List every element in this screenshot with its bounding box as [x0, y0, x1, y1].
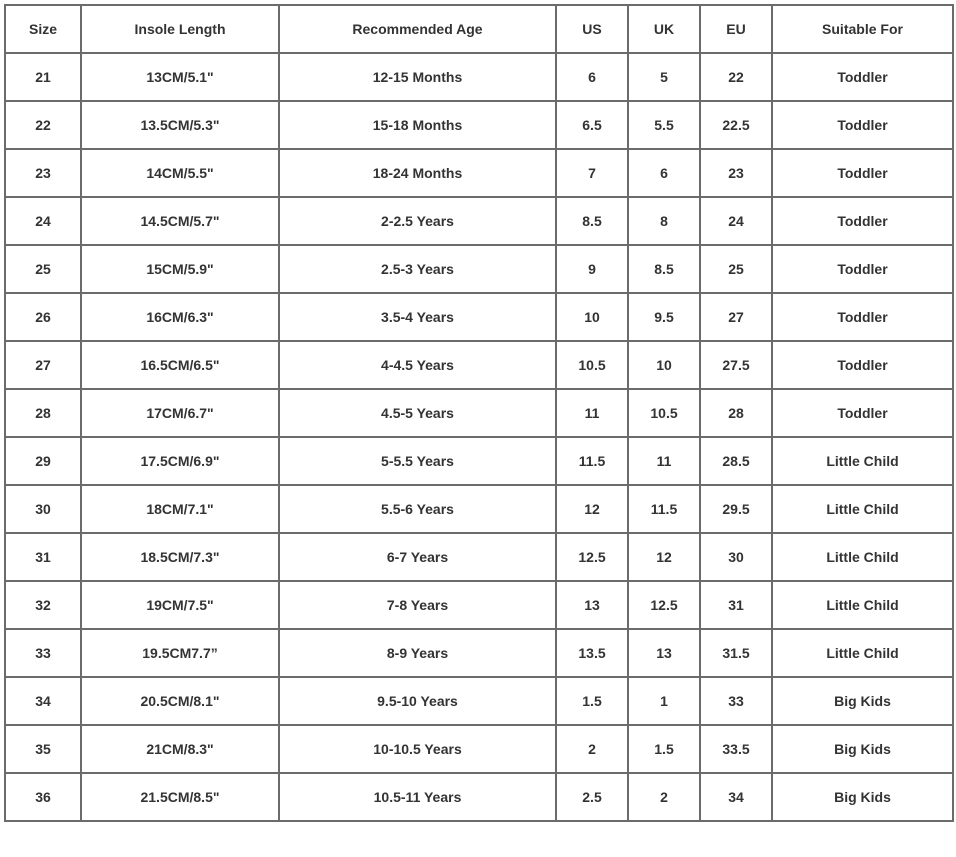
cell-uk: 12.5 — [628, 581, 700, 629]
cell-size: 23 — [5, 149, 81, 197]
cell-suitable-for: Little Child — [772, 533, 953, 581]
cell-size: 24 — [5, 197, 81, 245]
cell-suitable-for: Toddler — [772, 293, 953, 341]
cell-us: 11.5 — [556, 437, 628, 485]
cell-recommended-age: 18-24 Months — [279, 149, 556, 197]
cell-us: 10 — [556, 293, 628, 341]
table-row — [5, 245, 953, 293]
cell-us: 11 — [556, 389, 628, 437]
cell-suitable-for: Toddler — [772, 101, 953, 149]
cell-size: 28 — [5, 389, 81, 437]
cell-insole-length: 21.5CM/8.5" — [81, 773, 279, 821]
cell-insole-length: 19.5CM7.7” — [81, 629, 279, 677]
cell-uk: 10.5 — [628, 389, 700, 437]
table-row — [5, 629, 953, 677]
cell-suitable-for: Toddler — [772, 149, 953, 197]
cell-us: 10.5 — [556, 341, 628, 389]
cell-eu: 34 — [700, 773, 772, 821]
cell-suitable-for: Toddler — [772, 53, 953, 101]
cell-insole-length: 21CM/8.3" — [81, 725, 279, 773]
cell-recommended-age: 4-4.5 Years — [279, 341, 556, 389]
cell-uk: 2 — [628, 773, 700, 821]
table-row — [5, 725, 953, 773]
cell-recommended-age: 15-18 Months — [279, 101, 556, 149]
cell-size: 32 — [5, 581, 81, 629]
cell-recommended-age: 10.5-11 Years — [279, 773, 556, 821]
cell-size: 27 — [5, 341, 81, 389]
cell-size: 33 — [5, 629, 81, 677]
cell-recommended-age: 8-9 Years — [279, 629, 556, 677]
cell-recommended-age: 3.5-4 Years — [279, 293, 556, 341]
table-row — [5, 773, 953, 821]
cell-recommended-age: 7-8 Years — [279, 581, 556, 629]
cell-eu: 33 — [700, 677, 772, 725]
cell-uk: 11 — [628, 437, 700, 485]
cell-eu: 29.5 — [700, 485, 772, 533]
cell-uk: 1 — [628, 677, 700, 725]
cell-eu: 31 — [700, 581, 772, 629]
cell-suitable-for: Little Child — [772, 629, 953, 677]
cell-insole-length: 14CM/5.5" — [81, 149, 279, 197]
cell-eu: 28 — [700, 389, 772, 437]
cell-suitable-for: Toddler — [772, 389, 953, 437]
cell-recommended-age: 2-2.5 Years — [279, 197, 556, 245]
cell-uk: 8.5 — [628, 245, 700, 293]
table-row — [5, 581, 953, 629]
cell-eu: 24 — [700, 197, 772, 245]
cell-uk: 10 — [628, 341, 700, 389]
column-header-uk: UK — [628, 5, 700, 53]
column-header-eu: EU — [700, 5, 772, 53]
column-header-size: Size — [5, 5, 81, 53]
table-header — [5, 5, 953, 53]
table-row — [5, 53, 953, 101]
cell-eu: 33.5 — [700, 725, 772, 773]
cell-uk: 13 — [628, 629, 700, 677]
cell-insole-length: 13CM/5.1" — [81, 53, 279, 101]
cell-size: 36 — [5, 773, 81, 821]
cell-suitable-for: Big Kids — [772, 773, 953, 821]
size-chart-table — [4, 4, 954, 822]
cell-uk: 12 — [628, 533, 700, 581]
cell-insole-length: 16.5CM/6.5" — [81, 341, 279, 389]
cell-insole-length: 14.5CM/5.7" — [81, 197, 279, 245]
cell-insole-length: 15CM/5.9" — [81, 245, 279, 293]
cell-uk: 11.5 — [628, 485, 700, 533]
table-row — [5, 197, 953, 245]
table-row — [5, 437, 953, 485]
cell-suitable-for: Toddler — [772, 341, 953, 389]
table-row — [5, 485, 953, 533]
cell-suitable-for: Little Child — [772, 581, 953, 629]
column-header-suitable-for: Suitable For — [772, 5, 953, 53]
column-header-us: US — [556, 5, 628, 53]
cell-suitable-for: Little Child — [772, 485, 953, 533]
cell-size: 31 — [5, 533, 81, 581]
cell-us: 8.5 — [556, 197, 628, 245]
cell-recommended-age: 10-10.5 Years — [279, 725, 556, 773]
cell-recommended-age: 5-5.5 Years — [279, 437, 556, 485]
cell-us: 1.5 — [556, 677, 628, 725]
cell-us: 6 — [556, 53, 628, 101]
cell-recommended-age: 2.5-3 Years — [279, 245, 556, 293]
cell-us: 6.5 — [556, 101, 628, 149]
cell-eu: 31.5 — [700, 629, 772, 677]
cell-suitable-for: Big Kids — [772, 725, 953, 773]
table-row — [5, 101, 953, 149]
cell-size: 26 — [5, 293, 81, 341]
size-chart — [4, 4, 954, 822]
cell-insole-length: 18CM/7.1" — [81, 485, 279, 533]
table-row — [5, 533, 953, 581]
cell-size: 29 — [5, 437, 81, 485]
cell-us: 12 — [556, 485, 628, 533]
cell-insole-length: 17CM/6.7" — [81, 389, 279, 437]
cell-suitable-for: Toddler — [772, 245, 953, 293]
cell-recommended-age: 5.5-6 Years — [279, 485, 556, 533]
cell-insole-length: 13.5CM/5.3" — [81, 101, 279, 149]
cell-eu: 28.5 — [700, 437, 772, 485]
cell-size: 25 — [5, 245, 81, 293]
cell-insole-length: 16CM/6.3" — [81, 293, 279, 341]
cell-eu: 25 — [700, 245, 772, 293]
cell-insole-length: 18.5CM/7.3" — [81, 533, 279, 581]
cell-size: 21 — [5, 53, 81, 101]
cell-us: 13.5 — [556, 629, 628, 677]
cell-us: 2 — [556, 725, 628, 773]
table-row — [5, 341, 953, 389]
column-header-insole-length: Insole Length — [81, 5, 279, 53]
table-row — [5, 677, 953, 725]
cell-us: 2.5 — [556, 773, 628, 821]
cell-uk: 6 — [628, 149, 700, 197]
cell-eu: 27 — [700, 293, 772, 341]
cell-suitable-for: Little Child — [772, 437, 953, 485]
cell-us: 13 — [556, 581, 628, 629]
table-body — [5, 53, 953, 821]
cell-eu: 22.5 — [700, 101, 772, 149]
cell-uk: 5.5 — [628, 101, 700, 149]
cell-size: 35 — [5, 725, 81, 773]
cell-suitable-for: Big Kids — [772, 677, 953, 725]
cell-insole-length: 19CM/7.5" — [81, 581, 279, 629]
cell-uk: 5 — [628, 53, 700, 101]
cell-suitable-for: Toddler — [772, 197, 953, 245]
table-row — [5, 293, 953, 341]
table-row — [5, 389, 953, 437]
cell-us: 9 — [556, 245, 628, 293]
table-row — [5, 149, 953, 197]
cell-us: 7 — [556, 149, 628, 197]
cell-eu: 27.5 — [700, 341, 772, 389]
cell-recommended-age: 6-7 Years — [279, 533, 556, 581]
column-header-recommended-age: Recommended Age — [279, 5, 556, 53]
cell-recommended-age: 9.5-10 Years — [279, 677, 556, 725]
cell-size: 34 — [5, 677, 81, 725]
cell-size: 30 — [5, 485, 81, 533]
cell-uk: 9.5 — [628, 293, 700, 341]
cell-uk: 8 — [628, 197, 700, 245]
cell-insole-length: 17.5CM/6.9" — [81, 437, 279, 485]
cell-recommended-age: 4.5-5 Years — [279, 389, 556, 437]
cell-recommended-age: 12-15 Months — [279, 53, 556, 101]
cell-eu: 23 — [700, 149, 772, 197]
cell-us: 12.5 — [556, 533, 628, 581]
cell-eu: 30 — [700, 533, 772, 581]
cell-size: 22 — [5, 101, 81, 149]
cell-eu: 22 — [700, 53, 772, 101]
cell-insole-length: 20.5CM/8.1" — [81, 677, 279, 725]
cell-uk: 1.5 — [628, 725, 700, 773]
header-row — [5, 5, 953, 53]
